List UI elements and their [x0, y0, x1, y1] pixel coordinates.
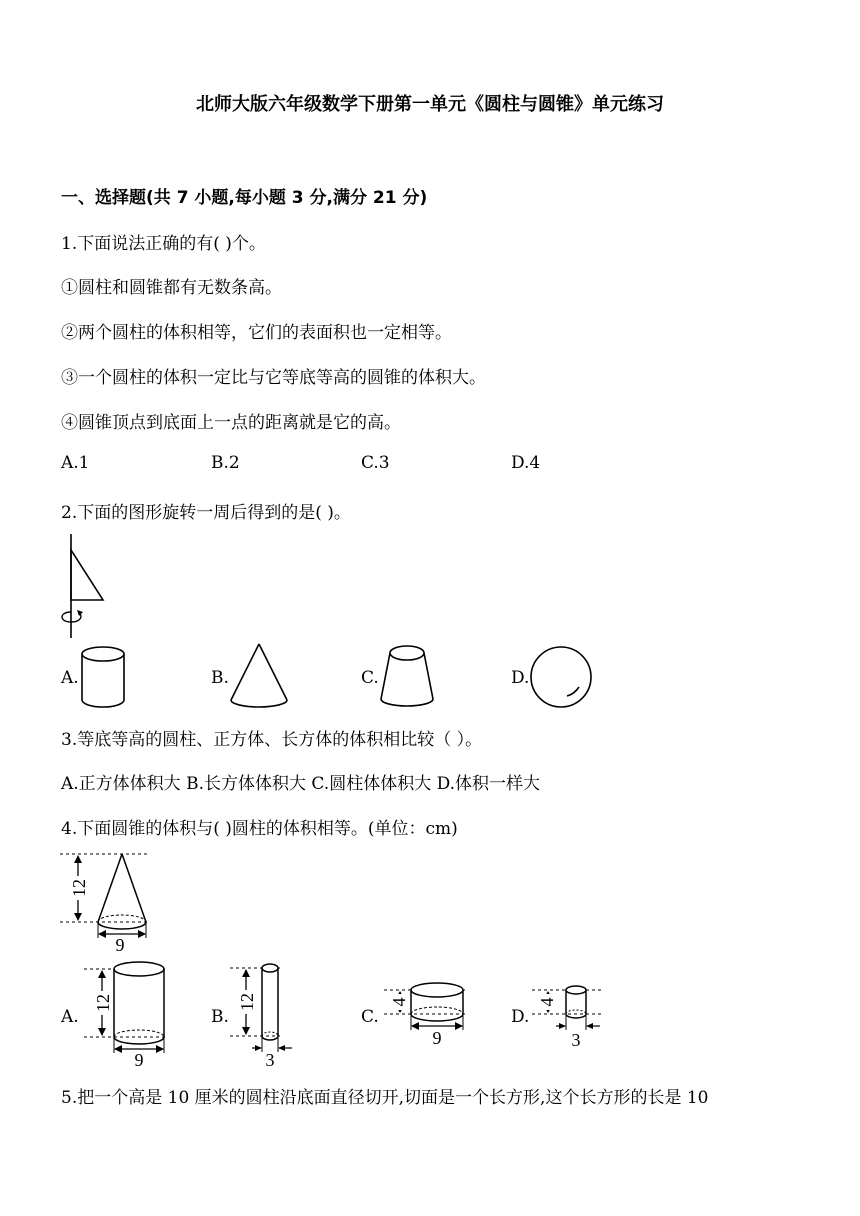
q3-options[interactable]: A.正方体体积大 B.长方体体积大 C.圆柱体体积大 D.体积一样大: [61, 774, 541, 794]
q1-stem: 1.下面说法正确的有( )个。: [61, 234, 266, 254]
q1-option-d[interactable]: D.4: [511, 453, 541, 473]
cylinder-icon[interactable]: [80, 645, 130, 710]
q4-stem: 4.下面圆锥的体积与( )圆柱的体积相等。(单位：cm): [61, 819, 458, 839]
cone-icon[interactable]: [228, 642, 292, 710]
q2-option-c[interactable]: C.: [361, 668, 379, 688]
cone-diameter-label: 9: [115, 935, 125, 955]
q4-option-c[interactable]: C.: [361, 1007, 379, 1027]
svg-text:3: 3: [265, 1050, 275, 1070]
svg-text:4: 4: [537, 997, 557, 1007]
q2-option-d[interactable]: D.: [511, 668, 530, 688]
svg-text:12: 12: [237, 993, 257, 1011]
q1-statement-3: ③一个圆柱的体积一定比与它等底等高的圆锥的体积大。: [61, 368, 486, 388]
q2-stem: 2.下面的图形旋转一周后得到的是( )。: [61, 503, 351, 523]
q4-option-d[interactable]: D.: [511, 1007, 530, 1027]
cone-diagram: [60, 848, 160, 954]
q4-option-b[interactable]: B.: [211, 1007, 229, 1027]
section-heading: 一、选择题(共 7 小题,每小题 3 分,满分 21 分): [61, 188, 428, 208]
q2-option-a[interactable]: A.: [61, 668, 79, 688]
right-triangle-rotation-icon: [55, 530, 115, 642]
svg-text:4: 4: [389, 997, 409, 1007]
q4-cylinder-b-diagram[interactable]: [230, 958, 302, 1070]
q1-statement-2: ②两个圆柱的体积相等，它们的表面积也一定相等。: [61, 323, 452, 343]
q4-cylinder-d-diagram[interactable]: [532, 980, 612, 1054]
q1-option-a[interactable]: A.1: [61, 453, 90, 473]
svg-text:3: 3: [571, 1030, 581, 1050]
sphere-icon[interactable]: [529, 645, 595, 711]
cone-height-label: 12: [69, 879, 89, 897]
q1-statement-4: ④圆锥顶点到底面上一点的距离就是它的高。: [61, 413, 401, 433]
q3-stem: 3.等底等高的圆柱、正方体、长方体的体积相比较（ ）。: [61, 730, 483, 750]
frustum-icon[interactable]: [378, 643, 436, 709]
svg-text:9: 9: [134, 1050, 144, 1070]
q1-statement-1: ①圆柱和圆锥都有无数条高。: [61, 278, 282, 298]
svg-text:9: 9: [432, 1028, 442, 1048]
svg-text:12: 12: [93, 994, 113, 1012]
q4-cylinder-a-diagram[interactable]: [84, 955, 174, 1069]
q1-option-c[interactable]: C.3: [361, 453, 390, 473]
q4-cylinder-c-diagram[interactable]: [384, 980, 474, 1050]
q2-option-b[interactable]: B.: [211, 668, 229, 688]
q5-stem: 5.把一个高是 10 厘米的圆柱沿底面直径切开,切面是一个长方形,这个长方形的长是 10: [61, 1088, 709, 1108]
page-title: 北师大版六年级数学下册第一单元《圆柱与圆锥》单元练习: [196, 94, 664, 115]
q1-option-b[interactable]: B.2: [211, 453, 240, 473]
q4-option-a[interactable]: A.: [61, 1007, 79, 1027]
